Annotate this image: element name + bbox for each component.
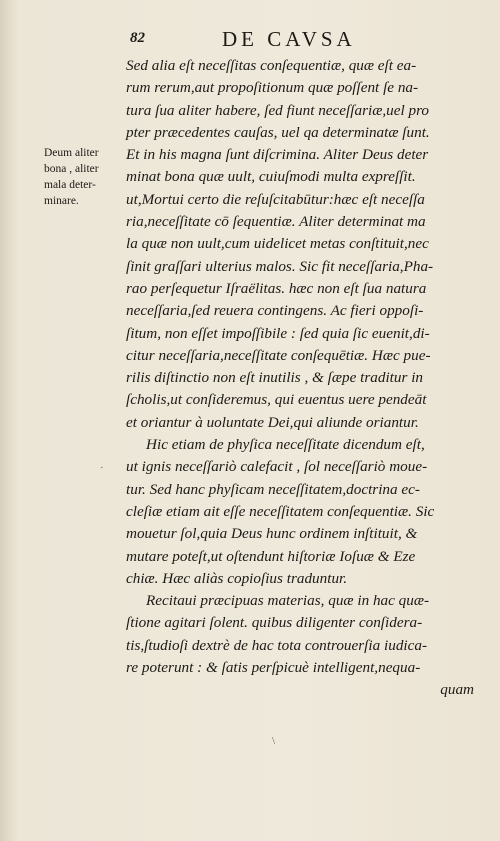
text-line: chiæ. Hæc aliàs copioſius traduntur.	[126, 569, 348, 587]
text-line: re poterunt : & ſatis perſpicuè intelligent,nequa-	[126, 659, 421, 677]
paragraph-start-line: Recitaui præcipuas materias, quæ in hac quæ-	[146, 592, 430, 610]
text-line: ſinit graſſari ulterius malos. Sic fit neceſſaria,Pha-	[126, 257, 434, 275]
page-number: 82	[130, 30, 145, 46]
text-line: ria,neceſſitate cō ſequentiæ. Aliter determinat ma	[126, 213, 426, 231]
marginal-note-line: bona , aliter	[44, 163, 99, 175]
text-line: tis,ſtudioſi dextrè de hac tota controuerſia iudica-	[126, 636, 428, 654]
text-line: Et in his magna ſunt diſcrimina. Aliter Deus deter	[126, 146, 429, 164]
text-line: minat bona quæ uult, cuiuſmodi multa expreſſit.	[126, 168, 416, 186]
text-line: neceſſaria,ſed reuera contingens. Ac fieri oppoſi-	[126, 302, 424, 320]
text-line: rao perſequetur Iſraëlitas. hæc non eſt ſua natura	[126, 279, 427, 297]
ink-stroke: \	[272, 735, 276, 747]
text-line: ſcholis,ut conſideremus, qui euentus uere pendeāt	[126, 391, 427, 409]
text-line: rum rerum,aut propoſitionum quæ poſſent ſe na-	[126, 79, 419, 97]
marginal-note-line: mala deter-	[44, 179, 96, 191]
text-line: tur. Sed hanc phyſicam neceſſitatem,doctrina ec-	[126, 480, 420, 498]
text-line: et oriantur à uoluntate Dei,qui aliunde oriantur.	[126, 413, 419, 431]
marginal-note-line: Deum aliter	[44, 147, 99, 159]
text-line: mouetur ſol,quia Deus hunc ordinem inſtituit, &	[126, 525, 418, 543]
text-line: pter præcedentes cauſas, uel qa determinatæ ſunt.	[126, 123, 430, 141]
text-line: cleſiæ etiam ait eſſe neceſſitatem conſequentiæ. Sic	[126, 502, 435, 520]
body-text	[126, 55, 478, 702]
text-line: citur neceſſaria,neceſſitate conſequētiæ. Hæc pue-	[126, 346, 431, 364]
text-line: rilis diſtinctio non eſt inutilis , & ſæpe traditur in	[126, 369, 424, 387]
text-line: ſitum, non eſſet impoſſibile : ſed quia ſic euenit,di-	[126, 324, 430, 342]
text-line: ut,Mortui certo die reſuſcitabūtur:hæc eſt neceſſa	[126, 190, 425, 208]
marginal-note	[44, 145, 126, 209]
running-head: DE CAVSA	[222, 27, 356, 51]
text-line: ſtione agitari ſolent. quibus diligenter conſidera-	[126, 614, 423, 632]
catchword: quam	[440, 681, 474, 699]
text-line: ut ignis neceſſariò calefacit , ſol neceſſariò moue-	[126, 458, 428, 476]
text-line: Sed alia eſt neceſſitas conſequentiæ, quæ eſt ea-	[126, 57, 417, 74]
text-line: tura ſua aliter habere, ſed fiunt neceſſariæ,uel pro	[126, 101, 430, 119]
text-line: la quæ non uult,cum uidelicet metas conſtituit,nec	[126, 235, 429, 253]
paragraph-start-line: Hic etiam de phyſica neceſſitate dicendum eſt,	[146, 436, 425, 454]
marginal-note-line: minare.	[44, 195, 79, 207]
text-line: mutare poteſt,ut oſtendunt hiſtoriæ Ioſuæ & Eze	[126, 547, 416, 565]
ink-speck: ·	[100, 462, 104, 474]
